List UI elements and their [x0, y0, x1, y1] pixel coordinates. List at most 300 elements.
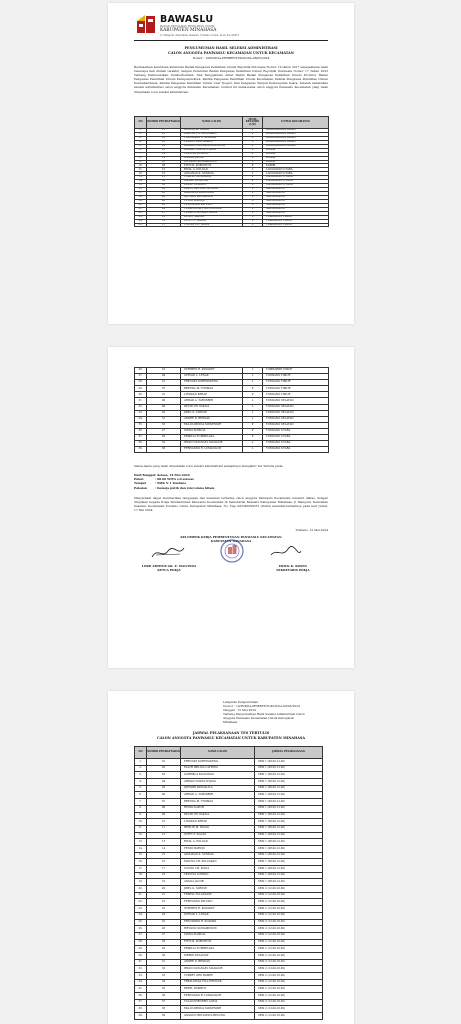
table-cell: 37 [147, 999, 181, 1006]
table-cell: BRENDA M. THOMAS [181, 799, 255, 806]
table-cell: 06 [147, 398, 181, 404]
table-cell: 2. [135, 765, 147, 772]
table-cell: TERALOWSA FILA HENDUK [181, 979, 255, 986]
table-cell: 33 [147, 973, 181, 980]
table-cell: IRVAN NATANAEL MAILOOR [181, 441, 243, 447]
table-cell: 17 [147, 223, 181, 227]
table-cell: ANGGUN BELAVISTA BELUNG [181, 144, 243, 148]
table-cell: 09 [147, 812, 181, 819]
table-cell: L [243, 168, 263, 172]
table-cell: L [243, 184, 263, 188]
table-cell: KOMBI [263, 148, 329, 152]
table-cell: 7. [135, 152, 147, 156]
table-row [135, 979, 323, 986]
table-cell: 35. [135, 986, 147, 993]
table-cell: 37. [135, 999, 147, 1006]
table-row [135, 765, 323, 772]
table-cell: 22. [135, 211, 147, 215]
table-cell: KAWANGKOAN BARAT [263, 140, 329, 144]
table-cell: GABRIELA KALUMATA [181, 772, 255, 779]
table-cell: 34. [135, 979, 147, 986]
table-cell: 08 [147, 199, 181, 203]
table-cell: SESI 1 (08.00-12.00) [255, 819, 323, 826]
table-cell: SESI 1 (08.00-12.00) [255, 805, 323, 812]
table-cell: L [243, 195, 263, 199]
table-cell: STEFY F. WAANI [181, 832, 255, 839]
table-row [135, 825, 323, 832]
table-cell: 13 [147, 219, 181, 223]
schedule-key: Pukul [134, 477, 144, 482]
table-cell: 23 [147, 368, 181, 374]
table-cell: 10 [147, 819, 181, 826]
table-cell: ARWAD A. TAROSBIRI [181, 792, 255, 799]
table-cell: L [243, 136, 263, 140]
table-cell: SESI 1 (08.00-12.00) [255, 759, 323, 766]
table-cell: STEVAN L. LENAK [181, 374, 243, 380]
table-cell: L [243, 416, 263, 422]
table-cell: L [243, 203, 263, 207]
table-cell: DEVID CH. PAKILA [181, 404, 243, 410]
table-cell: 21. [135, 207, 147, 211]
table-cell: RIVAL A. POLUAN [181, 839, 255, 846]
table-cell: 27 [147, 211, 181, 215]
table-cell: 25 [147, 136, 181, 140]
table-cell: L [243, 404, 263, 410]
table-row [135, 939, 323, 946]
org-region: KABUPATEN MINAHASA [160, 28, 217, 33]
table-cell: MANDOLANG [263, 203, 329, 207]
table-cell: SESI 2 (12.00-16.00) [255, 919, 323, 926]
table-cell: FAATH MELISA CATRINA [181, 188, 243, 192]
annex-line: Lampiran Pengumuman [223, 700, 259, 704]
table-row [135, 906, 323, 913]
table-cell: 16 [147, 132, 181, 136]
table-cell: PRISILIA TUMBELAKA [181, 435, 243, 441]
table-cell: 28 [147, 164, 181, 168]
table-cell: 2. [135, 132, 147, 136]
table-cell: 39. [135, 1013, 147, 1020]
annex-header [223, 701, 330, 724]
table-row [135, 832, 323, 839]
annex-line: Minahasa [223, 719, 238, 724]
table-cell: 15. [135, 852, 147, 859]
letterhead [108, 3, 354, 37]
candidates-table [134, 116, 329, 227]
column-header: NAMA CALON [181, 747, 255, 759]
table-cell: SESI 1 (08.00-12.00) [255, 872, 323, 879]
test-schedule-table [134, 746, 323, 1020]
schedule-value: : SMK N 1 Tondano [155, 481, 187, 486]
table-cell: TOMBARIRI TIMUR [263, 223, 329, 227]
table-cell: 26 [147, 926, 181, 933]
closing-paragraph: Masyarakat dapat memberikan tanggapan dan masukan terhadap calon anggota Panwaslu Kecamatan tersebut diatas, dengan ditujukan kepada Pokja Pembentukan Panwaslu Kecamatan di Sekretariat Bawaslu Kabupaten Minahasa, Jl Manguni, Kelurahan Sasaran, Kecamatan Tondano Utara, Kabupaten Minahasa, No. Telp 082345699551 (Dafid) selambat-lambatnya pada hari Jumat, 17 Mei 2024. [134, 496, 328, 513]
table-cell: 39. [135, 447, 147, 453]
table-cell: HERLIN M. RATAG [181, 129, 243, 133]
table-cell: 8. [135, 805, 147, 812]
table-row [135, 859, 323, 866]
table-cell: TONDANO UTARA [263, 447, 329, 453]
schedule-title: JADWAL PELAKSANAAN TES TERTULIS [192, 731, 270, 735]
table-cell: KOMBI [263, 164, 329, 168]
table-cell: FENDI WARUJU [181, 199, 243, 203]
table-cell: 25. [135, 919, 147, 926]
table-cell: 15. [135, 184, 147, 188]
table-cell: FRENGKY KORENGKENG [181, 759, 255, 766]
annex-line: Tentang Pengumuman Hasil Seleksi Administrasi Calon [223, 711, 305, 716]
table-cell: MERKE KELATOW [181, 180, 243, 184]
table-cell: 34 [147, 979, 181, 986]
table-cell: L [243, 211, 263, 215]
table-cell: 02 [147, 765, 181, 772]
table-cell: ANGGA JACOB [181, 156, 243, 160]
table-cell: TRISHA TULANGOW [181, 892, 255, 899]
table-cell: 03 [147, 192, 181, 196]
table-cell: SESI 2 (12.00-16.00) [255, 1013, 323, 1020]
table-cell: LANGOWAN UTARA [263, 176, 329, 180]
table-cell: 17. [135, 866, 147, 873]
table-row [135, 812, 323, 819]
table-cell: 35. [135, 422, 147, 428]
org-subtitle: BADAN PENGAWAS PEMILIHAN UMUM [160, 25, 215, 28]
table-cell: L [243, 441, 263, 447]
table-cell: L [243, 148, 263, 152]
table-cell: SESI 2 (12.00-16.00) [255, 906, 323, 913]
table-cell: 6. [135, 792, 147, 799]
table-cell: 29. [135, 946, 147, 953]
announcement-title: PENGUMUMAN HASIL SELEKSI ADMINISTRASI [184, 46, 278, 50]
column-header: NOMOR PENDAFTARAN [147, 117, 181, 129]
table-cell: L [243, 368, 263, 374]
table-cell: FAATH MELISA CATRINA [181, 765, 255, 772]
test-notice: Nama-nama yang telah dinyatakan lolos seleksi administrasi selanjutnya mengikuti Tes Tertulis pada: [134, 464, 284, 468]
table-cell: FRANSISKO R. KOAMPA [181, 136, 243, 140]
document-page-2 [108, 347, 354, 668]
table-cell: 21. [135, 892, 147, 899]
table-cell: FRENGKY KORENGKENG [181, 380, 243, 386]
table-row [135, 892, 323, 899]
table-cell: L [243, 199, 263, 203]
table-cell: L [243, 447, 263, 453]
table-cell: 05 [147, 195, 181, 199]
table-cell: TONDANO SELATAN [263, 410, 329, 416]
table-cell: SESI 2 (12.00-16.00) [255, 946, 323, 953]
table-cell: 19 [147, 879, 181, 886]
table-cell: SESI 1 (08.00-12.00) [255, 852, 323, 859]
table-cell: ALVIANAS K. SUMUAL [181, 172, 243, 176]
table-cell: PRISILIA TUMBELAKA [181, 946, 255, 953]
table-row [135, 223, 329, 227]
table-row [135, 447, 329, 453]
table-row [135, 792, 323, 799]
table-cell: AHMAD YUDHA WIJAYA [181, 148, 243, 152]
table-row [135, 879, 323, 886]
table-cell: 16. [135, 188, 147, 192]
column-header: NAMA CALON [181, 117, 243, 129]
table-cell: 24 [147, 912, 181, 919]
table-row [135, 986, 323, 993]
table-row [135, 966, 323, 973]
table-cell: 10 [147, 392, 181, 398]
table-cell: KOMBI [263, 160, 329, 164]
table-cell: FERNANDO PATUWO [181, 203, 243, 207]
table-row [135, 952, 323, 959]
table-cell: STEPHEN R. PANGKEY [181, 368, 243, 374]
table-cell: 11. [135, 825, 147, 832]
table-cell: 32. [135, 966, 147, 973]
table-cell: 25 [147, 919, 181, 926]
table-cell: ANDRE D. BENDAU [181, 416, 243, 422]
table-cell: 29 [147, 144, 181, 148]
table-cell: FENDI WARUJU [181, 845, 255, 852]
table-cell: 9. [135, 812, 147, 819]
table-cell: ARWAD A. TAROSBIRI [181, 398, 243, 404]
table-row [135, 799, 323, 806]
table-cell: 30 [147, 952, 181, 959]
table-cell: LANGOWAN UTARA [263, 184, 329, 188]
table-row [135, 973, 323, 980]
table-cell: P [243, 422, 263, 428]
table-cell: 18. [135, 195, 147, 199]
table-cell: YESNITA LOWING [181, 152, 243, 156]
table-cell: SESI 2 (12.00-16.00) [255, 973, 323, 980]
table-cell: 21 [147, 176, 181, 180]
table-cell: DJENDRI PANGALILA [181, 785, 255, 792]
table-cell: YOUNG CH. WANA [181, 223, 243, 227]
table-cell: 11 [147, 129, 181, 133]
table-cell: GABRIELA KALUMATA [181, 192, 243, 196]
table-cell: 30. [135, 392, 147, 398]
table-cell: 14 [147, 845, 181, 852]
table-cell: 26. [135, 926, 147, 933]
table-cell: TRISHA TULANGOW [181, 176, 243, 180]
table-cell: SINDA SUMUAL [181, 932, 255, 939]
table-cell: P [243, 207, 263, 211]
table-cell: HERLIN M. RATAG [181, 825, 255, 832]
table-cell: TERALOWSA FILA HENDUK [181, 207, 243, 211]
table-cell: HENDI KAPOH [181, 805, 255, 812]
table-cell: SESI 2 (12.00-16.00) [255, 932, 323, 939]
signature-org-line1: KELOMPOK KERJA PEMBENTUKAN PANWASLU KECAMATAN [180, 535, 282, 539]
table-cell: 9. [135, 160, 147, 164]
table-cell: 32 [147, 966, 181, 973]
table-row [135, 852, 323, 859]
schedule-key: Hari/Tanggal [134, 473, 156, 477]
table-cell: SESI 1 (08.00-12.00) [255, 812, 323, 819]
table-cell: 13. [135, 176, 147, 180]
table-cell: MILITIA CH. POLUAKAN [181, 132, 243, 136]
table-row [135, 845, 323, 852]
table-cell: 30. [135, 952, 147, 959]
table-cell: DEVID CH. PAKILA [181, 812, 255, 819]
table-cell: L [243, 215, 263, 219]
table-cell: 7. [135, 799, 147, 806]
table-row [135, 999, 323, 1006]
table-cell: P [243, 129, 263, 133]
table-cell: TONDANO TIMUR [263, 386, 329, 392]
table-cell: KAWANGKOAN BARAT [263, 144, 329, 148]
table-cell: LINGKAN KERAP [181, 392, 243, 398]
table-cell: 19. [135, 879, 147, 886]
table-cell: SESI 2 (12.00-16.00) [255, 899, 323, 906]
table-cell: 17 [147, 866, 181, 873]
table-cell: 36 [147, 993, 181, 1000]
table-cell: L [243, 160, 263, 164]
table-cell: YUBERT ORO RAMPE [181, 973, 255, 980]
table-cell: SESI 1 (08.00-12.00) [255, 825, 323, 832]
table-cell: 33 [147, 422, 181, 428]
table-cell: DJENDRI PANGALILA [181, 195, 243, 199]
table-cell: MERKE KELATOW [181, 952, 255, 959]
table-cell: SESI 2 (12.00-16.00) [255, 892, 323, 899]
table-cell: 38 [147, 1006, 181, 1013]
table-cell: YULANI HENDRO LANGI [181, 211, 243, 215]
table-cell: 10. [135, 164, 147, 168]
table-cell: L [243, 172, 263, 176]
place-date: Tondano, 12 Mei 2024 [295, 528, 328, 532]
table-cell: TONDANO TIMUR [263, 380, 329, 386]
table-cell: 4. [135, 779, 147, 786]
left-signatory-role: KETUA POKJA [157, 568, 181, 572]
table-cell: BRENDA M. THOMAS [181, 386, 243, 392]
left-signatory-name: LORD ARTHUR GR. E. MALONDA [141, 564, 197, 568]
table-cell: 35 [147, 184, 181, 188]
table-cell: MANDOLANG [263, 199, 329, 203]
candidates-table-continued [134, 367, 329, 453]
table-cell: P [243, 152, 263, 156]
table-cell: HENRY KAPOH [181, 215, 243, 219]
bawaslu-logo-icon [135, 13, 157, 35]
document-page-1 [108, 3, 354, 324]
annex-line: Tanggal : 12 Mei 2024 [223, 707, 256, 712]
table-cell: 20 [147, 886, 181, 893]
table-row [135, 872, 323, 879]
table-cell: 24 [147, 207, 181, 211]
table-cell: 17. [135, 192, 147, 196]
table-cell: KAWANGKOAN BARAT [263, 132, 329, 136]
table-cell: YULANI HENDRO LANGI [181, 999, 255, 1006]
schedule-value: : Selasa, 14 Mei 2024 [155, 473, 190, 477]
table-cell: 29 [147, 435, 181, 441]
table-row [135, 785, 323, 792]
table-cell: 33. [135, 410, 147, 416]
table-cell: 22. [135, 899, 147, 906]
table-row [135, 805, 323, 812]
schedule-value: : Kemeja putih dan rok/celana hitam [155, 485, 215, 490]
table-cell: 11. [135, 168, 147, 172]
table-cell: SESI 2 (12.00-16.00) [255, 959, 323, 966]
table-cell: 38. [135, 441, 147, 447]
table-cell: 01 [147, 380, 181, 386]
table-row [135, 772, 323, 779]
table-cell: JIBEL G. TAROSE [181, 410, 243, 416]
table-cell: 19 [147, 156, 181, 160]
table-cell: 28 [147, 939, 181, 946]
table-cell: FITH M. KOBONTOY [181, 939, 255, 946]
table-cell: KAWANGKOAN BARAT [263, 129, 329, 133]
table-cell: 33. [135, 973, 147, 980]
announcement-number: Nomor : 10/PGKOA-PEMBENTUKAN/SA-08/05/2024 [192, 56, 270, 60]
table-cell: LINGKAN KERAP [181, 819, 255, 826]
table-cell: 32. [135, 404, 147, 410]
table-cell: 29. [135, 386, 147, 392]
table-cell: 07 [147, 386, 181, 392]
table-cell: FERNANDO PATUWO [181, 899, 255, 906]
table-cell: P [243, 392, 263, 398]
table-cell: YUBERT ORO RAMPE [181, 140, 243, 144]
table-cell: KOMBI [263, 152, 329, 156]
table-cell: REZEL ROMBOT [181, 184, 243, 188]
table-cell: P [243, 192, 263, 196]
table-cell: 20. [135, 203, 147, 207]
table-cell: SESI 1 (08.00-12.00) [255, 845, 323, 852]
table-cell: L [243, 410, 263, 416]
table-cell: STEVAN L. LENAK [181, 912, 255, 919]
table-row [135, 959, 323, 966]
table-cell: RIFVANO SUMAMPOUW [181, 160, 243, 164]
table-cell: MILITIA CH. POLUAKAN [181, 859, 255, 866]
table-cell: TONDANO SELATAN [263, 398, 329, 404]
left-signature-icon [150, 545, 186, 561]
table-cell: 3. [135, 136, 147, 140]
table-cell: 28. [135, 380, 147, 386]
table-cell: ANGGUN BELAVISTA BELUNG [181, 1013, 255, 1020]
table-cell: 15 [147, 172, 181, 176]
right-signatory-name: ERICK K. KOSEN [278, 564, 308, 568]
table-cell: TOMBARIRI TIMUR [263, 215, 329, 219]
right-signatory-role: SEKRETARIS POKJA [276, 568, 310, 572]
table-cell: 16. [135, 859, 147, 866]
table-row [135, 779, 323, 786]
table-cell: 11 [147, 825, 181, 832]
table-cell: 02 [147, 188, 181, 192]
table-cell: STEFY F. WAANI [181, 219, 243, 223]
table-cell: P [243, 435, 263, 441]
table-cell: SESI 2 (12.00-16.00) [255, 999, 323, 1006]
column-header: JADWAL PELAKSANAAN [255, 747, 323, 759]
table-cell: 36. [135, 428, 147, 434]
table-cell: SESI 2 (12.00-16.00) [255, 979, 323, 986]
document-page-3 [108, 691, 354, 1024]
table-cell: P [243, 176, 263, 180]
org-name: BAWASLU [160, 14, 214, 25]
table-cell: 31 [147, 959, 181, 966]
test-schedule [134, 473, 214, 490]
table-cell: SESI 1 (08.00-12.00) [255, 772, 323, 779]
table-cell: 8. [135, 156, 147, 160]
table-cell: 13 [147, 168, 181, 172]
column-header: NOMOR PENDAFTARAN [147, 747, 181, 759]
table-cell: 26. [135, 368, 147, 374]
table-cell: 27. [135, 374, 147, 380]
table-cell: 35 [147, 986, 181, 993]
table-row [135, 932, 323, 939]
table-row [135, 1006, 323, 1013]
table-cell: TONDANO UTARA [263, 428, 329, 434]
table-cell: STEPHEN R. PANGKEY [181, 906, 255, 913]
table-cell: 32 [147, 441, 181, 447]
table-cell: MANDOLANG [263, 207, 329, 211]
table-cell: 18. [135, 872, 147, 879]
column-header: JENIS KELAMIN (L/P) [243, 117, 263, 129]
official-stamp-icon [219, 538, 245, 564]
table-cell: KAWANGKOAN BARAT [263, 136, 329, 140]
table-cell: 34. [135, 416, 147, 422]
table-cell: 29 [147, 946, 181, 953]
table-cell: 15 [147, 852, 181, 859]
table-cell: IRVAN NATANAEL MAILOOR [181, 966, 255, 973]
table-cell: SINDA SUMUAL [181, 428, 243, 434]
table-cell: TONDANO UTARA [263, 435, 329, 441]
